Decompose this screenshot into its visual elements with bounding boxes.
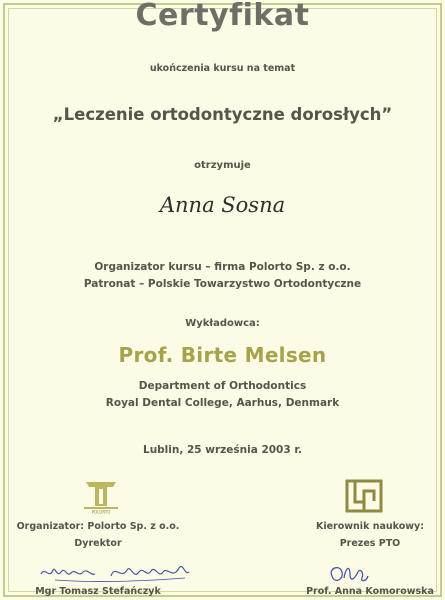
lecturer-college: Royal Dental College, Aarhus, Denmark (105, 397, 340, 409)
pto-logo-icon (344, 478, 384, 514)
polorto-logo-caption: POLORTO (91, 509, 111, 514)
certificate-subtitle: ukończenia kursu na temat (149, 63, 296, 74)
right-signature-icon (322, 560, 372, 588)
patronage-line: Patronat – Polskie Towarzystwo Ortodontyczne (83, 278, 362, 290)
recipient-name: Anna Sosna (159, 193, 286, 217)
receives-label: otrzymuje (194, 160, 251, 171)
left-signatory-name: Mgr Tomasz Stefańczyk (35, 586, 161, 597)
polorto-logo-icon (80, 478, 122, 514)
left-role-label: Dyrektor (74, 538, 122, 549)
issue-date: Lublin, 25 września 2003 r. (143, 444, 302, 456)
organizer-line: Organizator kursu – firma Polorto Sp. z o.o. (94, 261, 351, 273)
lecturer-label: Wykładowca: (185, 318, 260, 329)
left-signature-icon (35, 556, 195, 588)
course-title: „Leczenie ortodontyczne dorosłych” (52, 105, 393, 124)
certificate-title: Certyfikat (135, 0, 310, 33)
right-role-label: Kierownik naukowy: (316, 521, 424, 532)
lecturer-name: Prof. Birte Melsen (118, 343, 327, 367)
right-org-label: Prezes PTO (339, 538, 401, 549)
left-org-label: Organizator: Polorto Sp. z o.o. (16, 521, 180, 532)
right-signatory-name: Prof. Anna Komorowska (306, 586, 434, 597)
lecturer-department: Department of Orthodontics (138, 380, 307, 392)
